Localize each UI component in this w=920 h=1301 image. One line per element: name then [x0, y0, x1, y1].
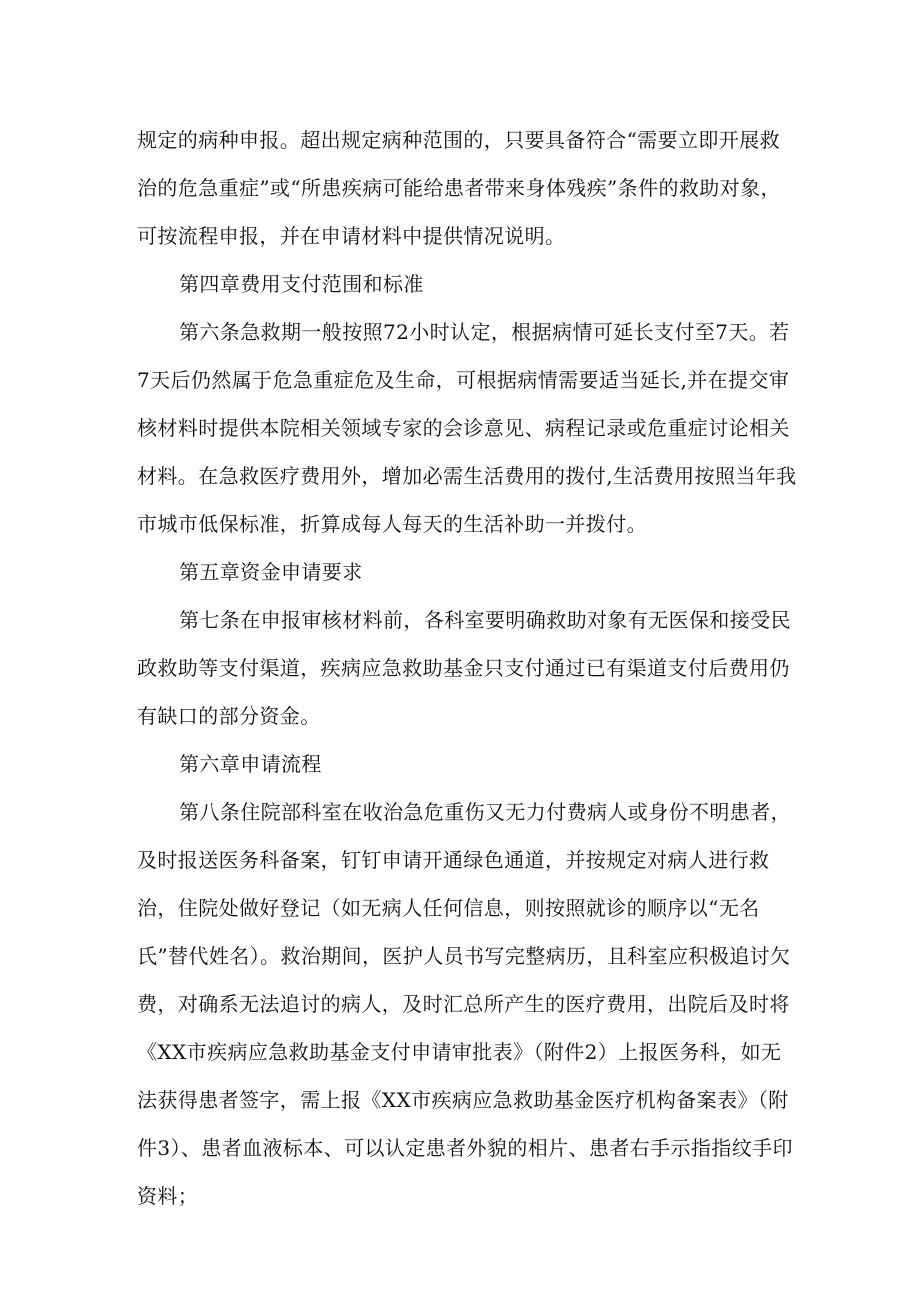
paragraph-continuation: 规定的病种申报。超出规定病种范围的，只要具备符合“需要立即开展救治的危急重症”或“所患疾病可能给患者带来身体残疾”条件的救助对象，可按流程申报，并在申请材料中提供情况说明。 [137, 128, 781, 248]
article-8-paragraph: 第八条住院部科室在收治急危重伤又无力付费病人或身份不明患者，及时报送医务科备案，钉钉申请开通绿色通道，并按规定对病人进行救治，住院处做好登记（如无病人任何信息，则按照就诊的顺序以“无名氏”替代姓名）。救治期间，医护人员书写完整病历，且科室应积极追讨欠费，对确系无法追讨的病人，及时汇总所产生的医疗费用，出院后及时将《XX市疾病应急救助基金支付申请审批表》（附件2）上报医务科，如无法获得患者签字，需上报《XX市疾病应急救助基金医疗机构备案表》（附件3）、患者血液标本、可以认定患者外貌的相片、患者右手示指指纹手印资料； [137, 800, 793, 1208]
article-7-paragraph: 第七条在申报审核材料前，各科室要明确救助对象有无医保和接受民政救助等支付渠道，疾病应急救助基金只支付通过已有渠道支付后费用仍有缺口的部分资金。 [137, 608, 791, 728]
article-6-paragraph: 第六条急救期一般按照72小时认定，根据病情可延长支付至7天。若7天后仍然属于危急重症危及生命，可根据病情需要适当延长,并在提交审核材料时提供本院相关领域专家的会诊意见、病程记录或危重症讨论相关材料。在急救医疗费用外，增加必需生活费用的拨付,生活费用按照当年我市城市低保标准，折算成每人每天的生活补助一并拨付。 [137, 320, 797, 536]
chapter-heading-5: 第五章资金申请要求 [179, 560, 363, 584]
chapter-heading-6: 第六章申请流程 [179, 752, 322, 776]
chapter-heading-4: 第四章费用支付范围和标准 [179, 272, 424, 296]
document-body [137, 116, 797, 1220]
